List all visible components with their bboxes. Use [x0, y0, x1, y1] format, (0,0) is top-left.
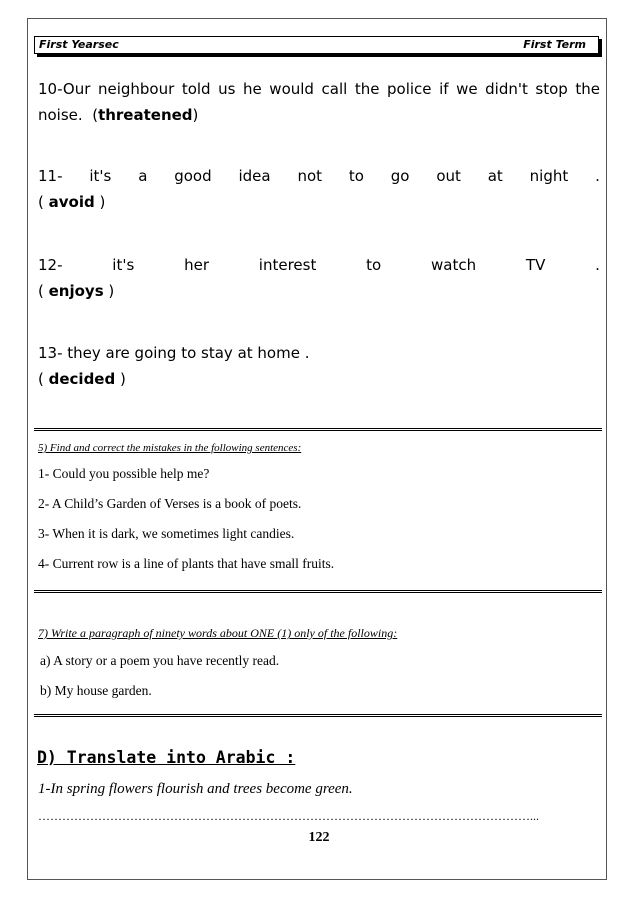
divider-2: [34, 590, 602, 593]
section-5-title: 5) Find and correct the mistakes in the following sentences:: [38, 442, 302, 454]
question-13: 13- they are going to stay at home . ( decided ): [38, 340, 600, 392]
header-year: First Yearsec: [39, 38, 119, 51]
header-bar: [34, 36, 599, 54]
question-10: 10-Our neighbour told us he would call the police if we didn't stop the noise. (threatened): [38, 80, 600, 124]
question-12-text: 12- it's her interest to watch TV .: [38, 256, 600, 274]
answer-dotted-line: ……………………………………………………………………………………………………………...: [38, 809, 539, 823]
question-11-cue: avoid: [48, 193, 95, 211]
section-7-item-b: b) My house garden.: [40, 683, 152, 698]
section-5-item-2: 2- A Child’s Garden of Verses is a book of poets.: [38, 496, 302, 511]
question-12-cue: enjoys: [48, 282, 104, 300]
page-number: 122: [308, 830, 330, 845]
section-5-item-3: 3- When it is dark, we sometimes light candies.: [38, 526, 295, 541]
section-7-item-a: a) A story or a poem you have recently read.: [40, 653, 280, 668]
question-13-cue: decided: [48, 370, 116, 388]
question-13-text: 13- they are going to stay at home .: [38, 344, 310, 362]
question-12: 12- it's her interest to watch TV . ( enjoys ): [38, 252, 600, 304]
divider-1: [34, 428, 602, 431]
header-term: First Term: [523, 38, 586, 51]
question-10-text: 10-Our neighbour told us he would call the police if we didn't stop the noise.: [38, 80, 600, 124]
question-11: 11- it's a good idea not to go out at night . ( avoid ): [38, 163, 600, 215]
translate-title: D) Translate into Arabic :: [37, 748, 296, 767]
divider-3: [34, 714, 602, 717]
question-10-cue: threatened: [98, 106, 193, 124]
question-11-text: 11- it's a good idea not to go out at night .: [38, 167, 600, 185]
translate-sentence: 1-In spring flowers flourish and trees become green.: [38, 781, 353, 797]
section-7-title: 7) Write a paragraph of ninety words about ONE (1) only of the following:: [38, 626, 398, 640]
section-5-item-4: 4- Current row is a line of plants that have small fruits.: [38, 556, 335, 571]
section-5-item-1: 1- Could you possible help me?: [38, 466, 210, 481]
